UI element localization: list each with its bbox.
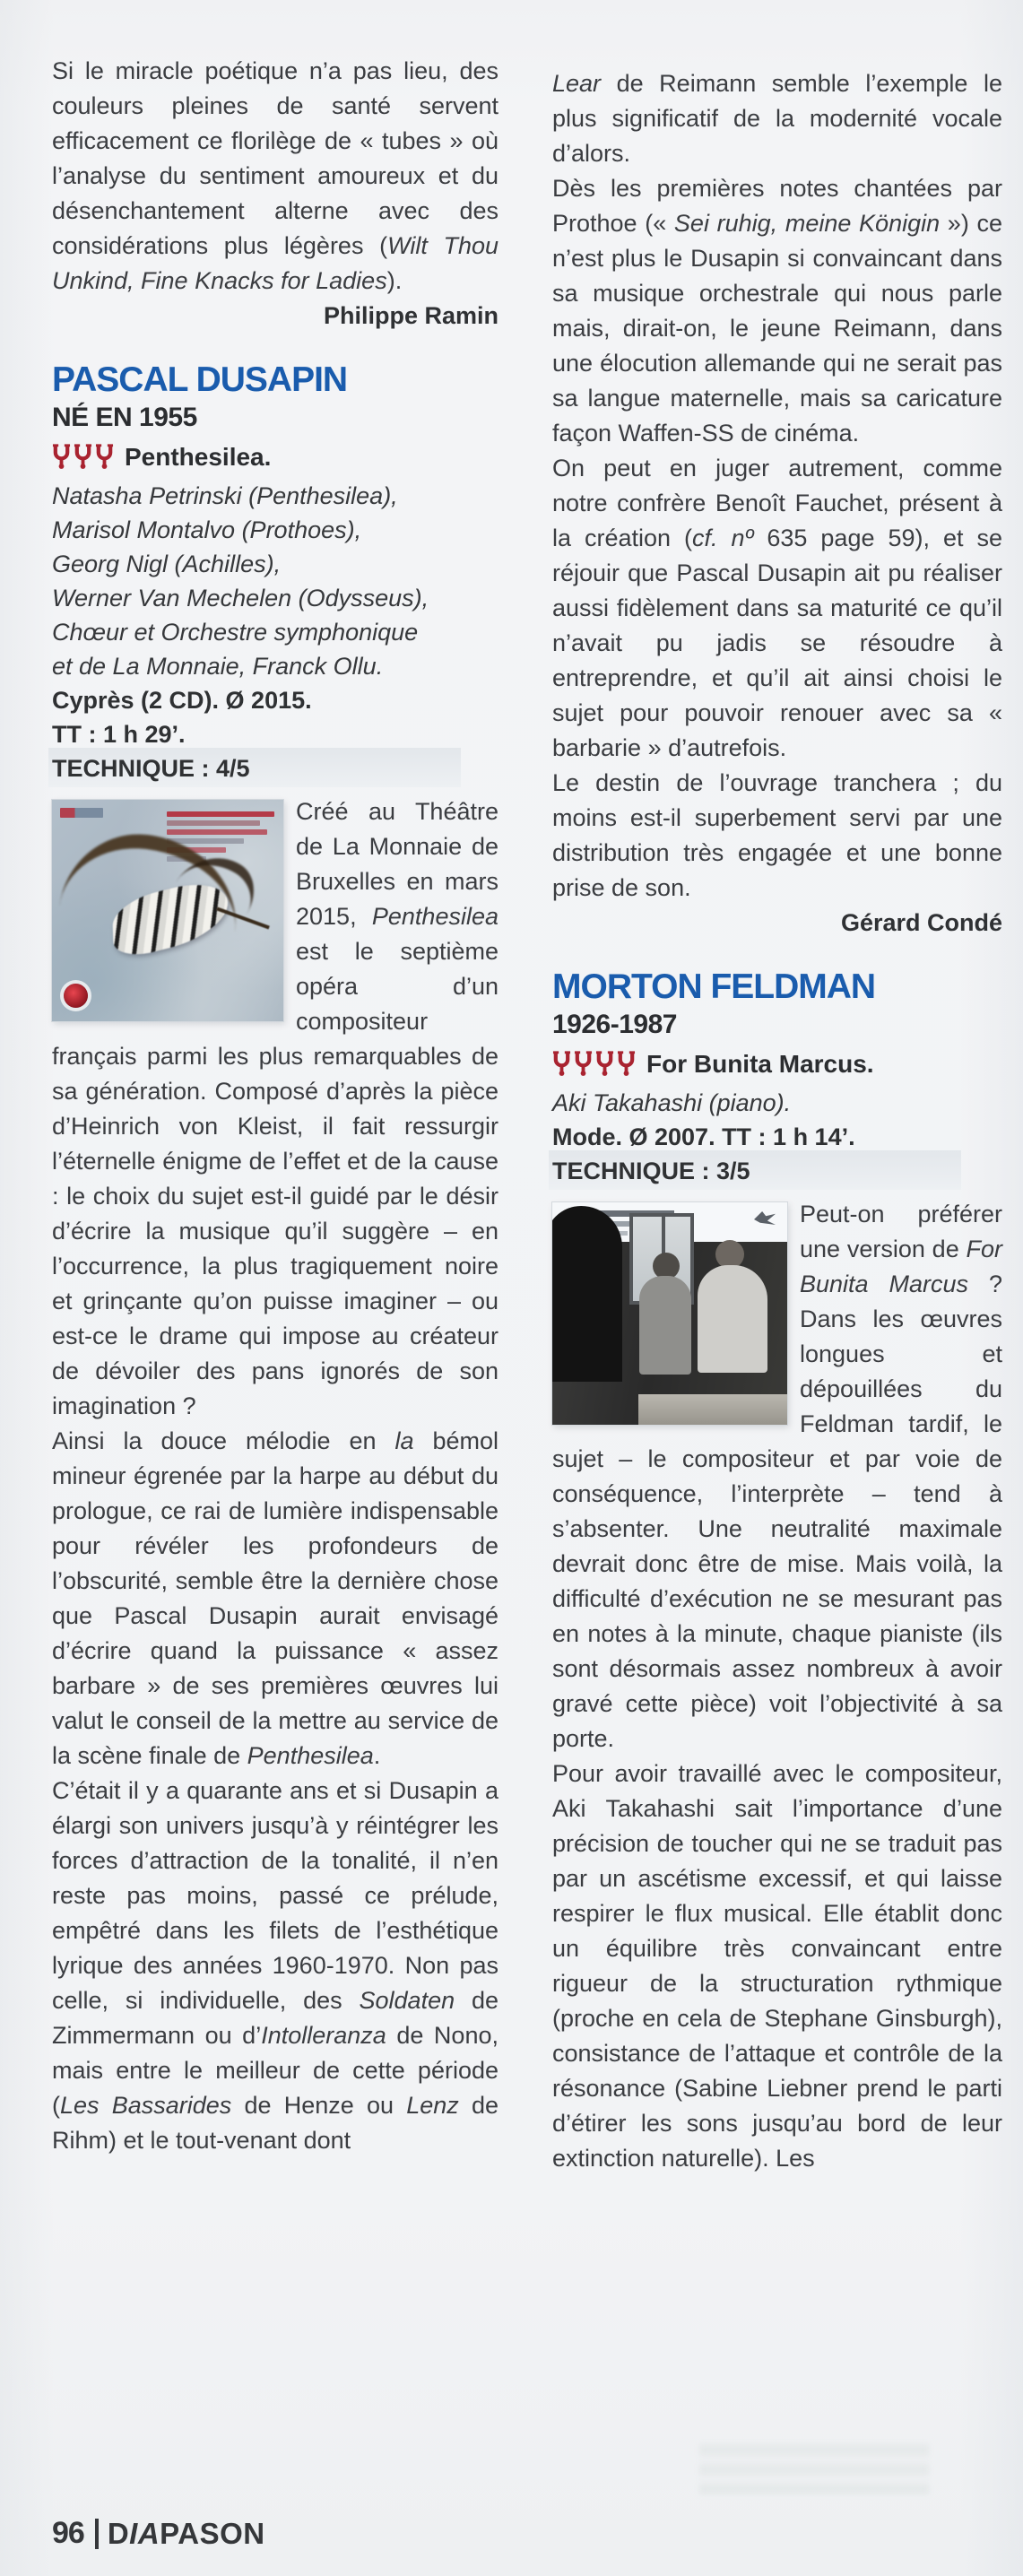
rating-line-dusapin xyxy=(52,441,498,473)
technique-line: TECHNIQUE : 4/5 xyxy=(52,751,250,785)
credit-line: Marisol Montalvo (Prothoes), xyxy=(52,516,362,543)
review-paragraph: Créé au Théâtre de La Monnaie de Bruxelles en mars 2015, Penthesilea est le septième opéra d’un compositeur français parmi les plus remarquables de sa génération. Composé d’après la pièce d’Heinrich von Kleist, il fait ressurgir l’éternelle énigme de l’effet et de la cause : le choix du sujet est-il guidé par le désir d’écrire la musique qu’il suggère – en l’occurrence, la plus tragiquement noire et grinçante qu’on puisse imaginer – ou est-ce le drame qui impose au créateur de dévoiler des pans ignorés de son imagination ? xyxy=(52,798,498,1419)
review-paragraph: C’était il y a quarante ans et si Dusapin a élargi son univers jusqu’à y réintégrer les forces d’attraction de la tonalité, il n’en reste pas moins, passé ce prélude, empêtré dans les filets de l’esthétique lyrique des années 1960-1970. Non pas celle, si individuelle, des Soldaten de Zimmermann ou d’Intolleranza de Nono, mais entre le meilleur de cette période (Les Bassarides de Henze ou Lenz de Rihm) et le tout-venant dont xyxy=(52,1777,498,2154)
review-paragraph: Lear de Reimann semble l’exemple le plus significatif de la modernité vocale d’alors. xyxy=(552,70,1002,167)
credit-line: Natasha Petrinski (Penthesilea), xyxy=(52,482,398,509)
work-title: Penthesilea. xyxy=(125,443,272,471)
magazine-wordmark: DIAPASON xyxy=(107,2516,265,2550)
composer-dates-dusapin: NÉ EN 1955 xyxy=(52,403,197,432)
red-dot-logo xyxy=(64,984,88,1008)
review-body xyxy=(52,794,498,2158)
cover-photo-figure-center xyxy=(639,1276,691,1375)
page-number: 96 xyxy=(52,2516,84,2550)
cypres-label-logo xyxy=(60,808,103,818)
credit-line: Aki Takahashi (piano). xyxy=(552,1089,792,1116)
tuning-fork-rating xyxy=(552,1048,636,1077)
review-feldman xyxy=(552,967,1002,2176)
review-dusapin xyxy=(52,360,498,2158)
review-paragraph: On peut en juger autrement, comme notre confrère Benoît Fauchet, présent à la création (cf. nº 635 page 59), et se réjouir que Pascal Dusapin ait pu réaliser aussi fidèlement dans sa maturité ce qu’il n’avait pu jadis se résoudre à entreprendre, et qu’il ait ainsi choisi le sujet pour pouvoir renouer avec sa « barbarie » d’autrefois. xyxy=(552,455,1002,761)
cover-photo-figure-right xyxy=(698,1265,767,1373)
technique-line: TECHNIQUE : 3/5 xyxy=(552,1154,750,1188)
credit-line: Werner Van Mechelen (Odysseus), xyxy=(52,585,429,611)
composer-heading-feldman: MORTON FELDMAN xyxy=(552,967,876,1006)
review-paragraph: Peut-on préférer une version de For Bunita Marcus ? Dans les œuvres longues et dépouillées du Feldman tardif, le sujet – le compositeur et par voie de conséquence, l’interprète – tend à s’absenter. Une neutralité maximale devrait donc être de mise. Mais voilà, la difficulté d’exécution ne se mesurant pas en notes à la minute, chaque pianiste (ils sont désormais assez nombreux à avoir gravé cette pièce) voit l’objectivité à sa porte. xyxy=(552,1201,1002,1752)
right-column xyxy=(552,66,1002,2176)
work-title: For Bunita Marcus. xyxy=(646,1050,874,1078)
tuning-fork-icon xyxy=(74,443,92,470)
tuning-fork-icon xyxy=(574,1050,593,1077)
page-footer xyxy=(52,2516,265,2551)
scan-bleed-artifact xyxy=(699,2442,929,2494)
author-signature-conde: Gérard Condé xyxy=(840,909,1002,936)
review-paragraph: Dès les premières notes chantées par Prothoe (« Sei ruhig, meine Königin ») ce n’est plus le Dusapin si convaincant dans sa musique orchestrale qui nous parle mais, dirait-on, le jeune Reimann, dans une élocution allemande qui ne serait pas sa langue maternelle, mais sa caricature façon Waffen-SS de cinéma. xyxy=(552,175,1002,447)
credit-line: et de La Monnaie, Franck Ollu. xyxy=(52,653,384,680)
tuning-fork-icon xyxy=(595,1050,614,1077)
review-paragraph: Pour avoir travaillé avec le compositeur, Aki Takahashi sait l’importance d’une précision de toucher qui ne se traduit pas par un ascétisme excessif, et qui laisse respirer le flux musical. Elle établit donc un équilibre très convaincant entre rigueur de la structuration rythmique (proche en cela de Stephane Ginsburgh), consistance de l’attaque et contrôle de la résonance (Sabine Liebner prend le parti d’étirer les sons jusqu’au bord de leur extinction naturelle). Les xyxy=(552,1760,1002,2172)
tuning-fork-icon xyxy=(552,1050,571,1077)
credit-line: Georg Nigl (Achilles), xyxy=(52,551,282,577)
cover-photo-figure-left xyxy=(552,1206,622,1382)
label-line: Mode. Ø 2007. TT : 1 h 14’. xyxy=(552,1123,855,1150)
label-line: Cyprès (2 CD). Ø 2015. xyxy=(52,687,312,714)
cover-photo-table xyxy=(638,1394,787,1425)
intro-paragraph: Si le miracle poétique n’a pas lieu, des couleurs pleines de santé servent efficacement ce florilège de « tubes » où l’analyse du sentiment amoureux et du désenchantement alterne avec des considérations plus légères (Wilt Thou Unkind, Fine Knacks for Ladies). xyxy=(52,57,498,294)
rating-line-feldman xyxy=(552,1048,1002,1080)
album-cover-penthesilea-image xyxy=(52,800,283,1021)
review-paragraph: Ainsi la douce mélodie en la bémol mineur égrenée par la harpe au début du prologue, ce rai de lumière indispensable pour révéler les profondeurs de l’obscurité, semble être la dernière chose que Pascal Dusapin aurait envisagé d’écrire quand la puissance « assez barbare » de ses premières œuvres lui valut le conseil de la mettre au service de la scène finale de Penthesilea. xyxy=(52,1427,498,1769)
footer-divider xyxy=(95,2519,99,2549)
credit-line: Chœur et Orchestre symphonique xyxy=(52,619,419,646)
album-cover-for-bunita-marcus-image xyxy=(552,1202,787,1425)
author-signature-ramin: Philippe Ramin xyxy=(323,302,498,329)
composer-heading-dusapin: PASCAL DUSAPIN xyxy=(52,360,348,399)
tuning-fork-rating xyxy=(52,441,114,470)
tuning-fork-icon xyxy=(95,443,114,470)
tuning-fork-icon xyxy=(617,1050,636,1077)
tt-line: TT : 1 h 29’. xyxy=(52,721,186,748)
left-column xyxy=(52,54,498,2158)
composer-dates-feldman: 1926-1987 xyxy=(552,1010,677,1039)
review-paragraph: Le destin de l’ouvrage tranchera ; du moins est-il superbement servi par une distribution très engagée et une bonne prise de son. xyxy=(552,769,1002,901)
review-body xyxy=(552,1197,1002,2176)
tuning-fork-icon xyxy=(52,443,71,470)
